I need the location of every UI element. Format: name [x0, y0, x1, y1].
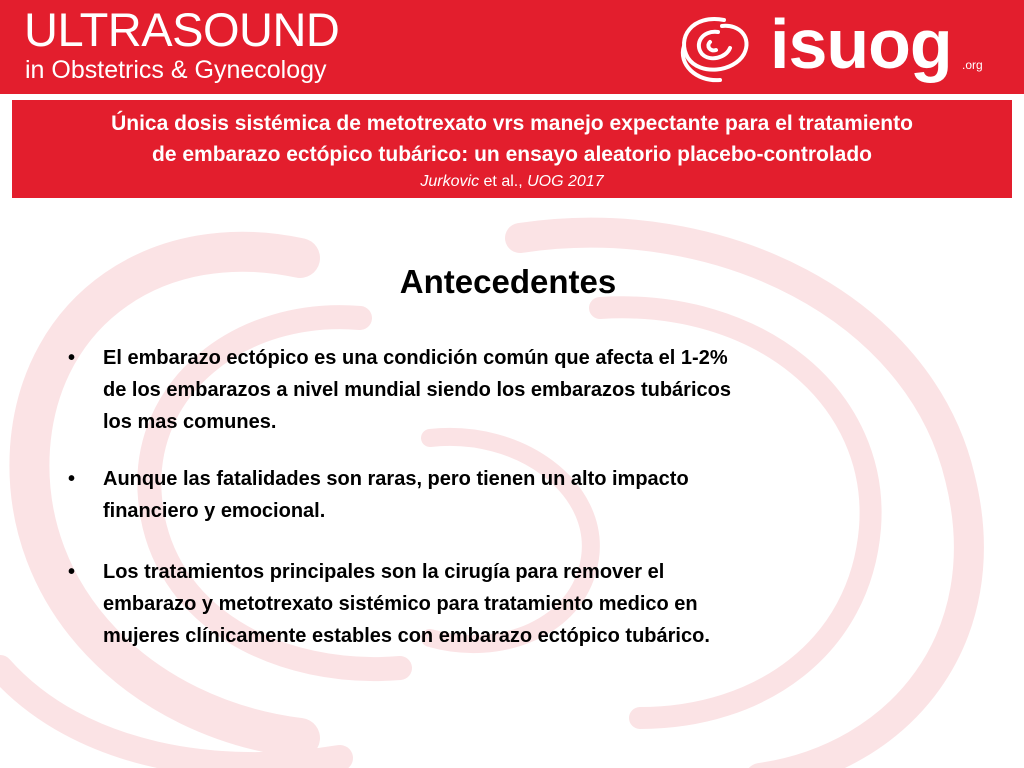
- isuog-logo-text: isuog: [770, 5, 952, 83]
- list-item-line: Los tratamientos principales son la cirugía para remover el: [103, 561, 665, 583]
- citation-etal: et al.,: [479, 173, 528, 190]
- bullet-marker: •: [68, 561, 76, 583]
- bullet-marker: •: [68, 468, 76, 490]
- section-heading: Antecedentes: [399, 263, 617, 300]
- study-title-box: [12, 100, 1012, 198]
- list-item-line: Aunque las fatalidades son raras, pero tienen un alto impacto: [103, 468, 689, 490]
- citation: [12, 172, 1012, 192]
- citation-author: Jurkovic: [420, 173, 480, 190]
- list-item-line: mujeres clínicamente estables con embarazo ectópico tubárico.: [103, 625, 710, 647]
- list-item-line: embarazo y metotrexato sistémico para tratamiento medico en: [103, 593, 698, 615]
- list-item-line: financiero y emocional.: [103, 500, 326, 522]
- journal-subtitle: in Obstetrics & Gynecology: [25, 56, 327, 84]
- list-item-text: [103, 463, 923, 527]
- journal-header: [0, 0, 1024, 94]
- study-title-line-1: Única dosis sistémica de metotrexato vrs manejo expectante para el tratamiento: [111, 112, 913, 135]
- list-item-text: [103, 342, 923, 438]
- list-item-line: de los embarazos a nivel mundial siendo los embarazos tubáricos: [103, 379, 731, 401]
- list-item-line: los mas comunes.: [103, 411, 277, 433]
- journal-title: ULTRASOUND: [24, 3, 340, 56]
- study-title-line-2: de embarazo ectópico tubárico: un ensayo aleatorio placebo-controlado: [152, 143, 872, 166]
- citation-journal: UOG 2017: [527, 173, 604, 190]
- bullet-marker: •: [68, 347, 76, 369]
- list-item-line: El embarazo ectópico es una condición común que afecta el 1-2%: [103, 347, 728, 369]
- isuog-logo-tld: .org: [962, 58, 983, 72]
- list-item-text: [103, 556, 923, 652]
